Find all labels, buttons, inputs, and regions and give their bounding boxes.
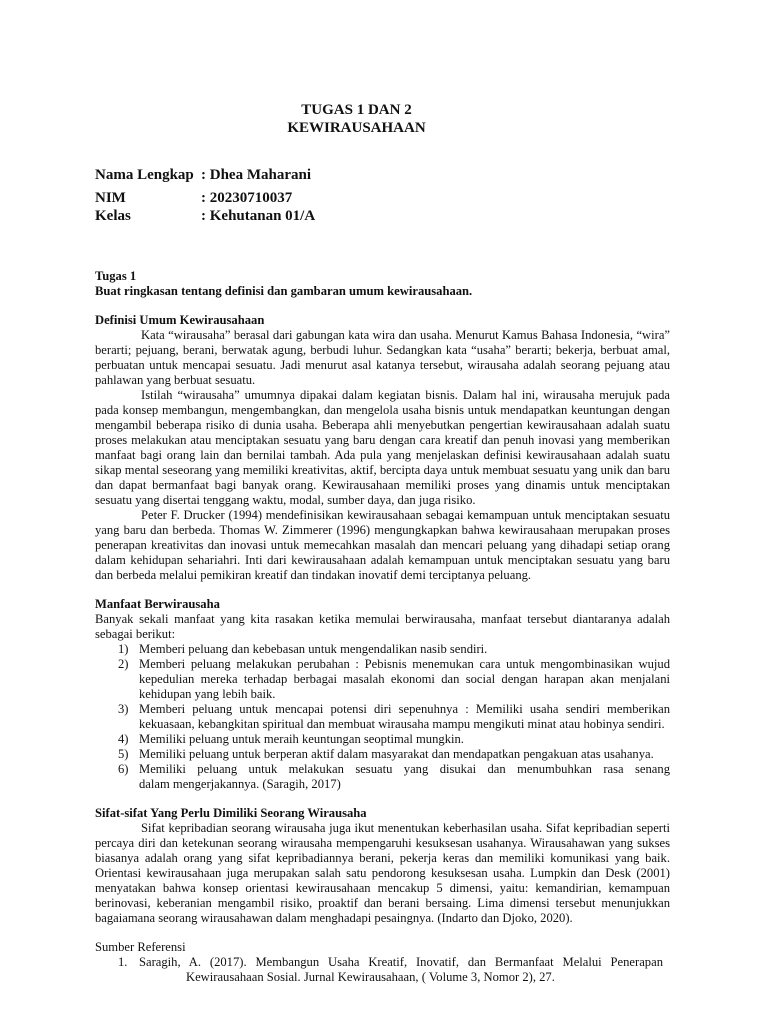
section-definisi <box>95 313 670 583</box>
text-line: berinovasi, keberanian mengambil risiko, proaktif dan berani bersaing. Lima dimensi tersebut menunjukkan <box>95 895 670 910</box>
text-line: kehidupan yang lebih baik. <box>139 686 276 701</box>
text-line: Banyak sekali manfaat yang kita rasakan ketika memulai berwirausaha, manfaat tersebut diantaranya adalah <box>95 611 670 626</box>
text-line: dan dapat bermanfaat bagi banyak orang. Kewirausahaan memiliki proses yang dinamis untuk menciptakan <box>95 477 670 492</box>
text-line: pada konsep membangun, mengembangkan, dan mengelola usaha bisnis untuk mendapatkan keuntungan dengan <box>95 402 670 417</box>
reference-item <box>95 955 670 985</box>
document-body <box>95 269 670 985</box>
text-line: Istilah “wirausaha” umumnya dipakai dalam kegiatan bisnis. Dalam hal ini, wirausaha merujuk pada <box>141 387 670 402</box>
text-line: menyatakan bahwa konsep orientasi kewirausahaan mencakup 5 dimensi, yaitu: kemandirian, kemampuan <box>95 880 670 895</box>
task-instruction: Buat ringkasan tentang definisi dan gambaran umum kewirausahaan. <box>95 283 473 298</box>
title-line-1: TUGAS 1 DAN 2 <box>301 102 412 118</box>
list-item <box>95 762 670 792</box>
text-line: Sifat kepribadian seorang wirausaha juga ikut menentukan keberhasilan usaha. Sifat kepribadian seperti <box>141 820 670 835</box>
item-text <box>139 955 663 985</box>
item-text <box>139 657 670 702</box>
text-line: Orientasi kewirausahaan juga merupakan salah satu pendorong kesuksesan usaha. Lumpkin dan Desk (2001) <box>95 865 670 880</box>
text-line: Memiliki peluang untuk melakukan sesuatu yang disukai dan menumbuhkan rasa senang <box>139 761 670 776</box>
text-line: dalam kehidupan sehariahri. Inti dari kewirausahaan adalah kemampuan untuk menciptakan sesuatu yang baru <box>95 552 670 567</box>
section-heading: Manfaat Berwirausaha <box>95 596 220 611</box>
list-item <box>95 747 670 762</box>
paragraph <box>95 388 670 508</box>
item-number: 6) <box>118 761 129 776</box>
text-line: kekuasaan, kebangkitan spiritual dan membuat wirausaha mampu mengikuti minat atau hobinya sendiri. <box>139 716 665 731</box>
text-line: biasanya adalah orang yang sifat kepribadiannya berani, pekerja keras dan memiliki komunikasi yang baik. <box>95 850 670 865</box>
item-number: 1) <box>118 641 129 656</box>
text-line: dalam mengerjakannya. (Saragih, 2017) <box>139 776 341 791</box>
identity-row-nim <box>95 189 315 207</box>
list-item <box>95 702 670 732</box>
text-line: bagaiamana seorang wirausahawan dalam menghadapi pesaingnya. (Indarto dan Djoko, 2020). <box>95 910 573 925</box>
item-number: 2) <box>118 656 129 671</box>
kelas-label: Kelas <box>95 208 131 224</box>
item-text <box>139 732 670 747</box>
document-title <box>95 101 618 137</box>
text-line: Memiliki peluang untuk meraih keuntungan seoptimal mungkin. <box>139 731 464 746</box>
name-value: : Dhea Maharani <box>201 167 311 183</box>
section-manfaat <box>95 597 670 792</box>
nim-label: NIM <box>95 190 126 206</box>
item-text <box>139 762 670 792</box>
item-number: 4) <box>118 731 129 746</box>
paragraph <box>95 821 670 926</box>
list-item <box>95 732 670 747</box>
section-heading: Sumber Referensi <box>95 939 186 954</box>
item-text <box>139 702 670 732</box>
item-number: 3) <box>118 701 129 716</box>
reference-list <box>95 955 670 985</box>
text-line: Peter F. Drucker (1994) mendefinisikan kewirausahaan sebagai kemampuan untuk menciptakan sesuatu <box>141 507 670 522</box>
text-line: Memberi peluang melakukan perubahan : Pebisnis menemukan cara untuk mengombinasikan wujud <box>139 656 670 671</box>
section-heading: Definisi Umum Kewirausahaan <box>95 312 265 327</box>
text-line: Memberi peluang untuk mencapai potensi diri sepenuhnya : Memiliki usaha sendiri memberikan <box>139 701 670 716</box>
item-text <box>139 642 670 657</box>
text-line: Memiliki peluang untuk berperan aktif dalam masyarakat dan mendapatkan pengakuan atas usahanya. <box>139 746 654 761</box>
text-line: Kata “wirausaha” berasal dari gabungan kata wira dan usaha. Menurut Kamus Bahasa Indonesia, “wira” <box>141 327 670 342</box>
text-line: percaya diri dan ketekunan seorang wirausaha mempengaruhi kesuksesan usahanya. Wirausahawan yang sukses <box>95 835 670 850</box>
paragraph <box>95 328 670 388</box>
text-line: yang baru dan berbeda. Thomas W. Zimmerer (1996) mengungkapkan bahwa kewirausahaan merupakan proses <box>95 522 670 537</box>
kelas-value: : Kehutanan 01/A <box>201 208 316 224</box>
text-line: sikap mental seseorang yang memiliki kreativitas, aktif, bercipta daya untuk membuat sesuatu yang unik dan baru <box>95 462 670 477</box>
text-line: perbuatan untuk mencapai sesuatu. Jadi menurut asal katanya tersebut, wirausaha adalah seorang pejuang atau <box>95 357 670 372</box>
text-line: kepedulian mereka terhadap berbagai masalah ekonomi dan social dengan harapan akan menjalani <box>139 671 670 686</box>
text-line: Saragih, A. (2017). Membangun Usaha Kreatif, Inovatif, dan Bermanfaat Melalui Penerapan <box>139 954 663 969</box>
identity-row-name <box>95 166 315 184</box>
section-body <box>95 328 670 583</box>
paragraph <box>95 508 670 583</box>
student-identity <box>95 166 315 225</box>
paragraph <box>95 612 670 642</box>
item-number: 1. <box>118 954 128 969</box>
task-label: Tugas 1 <box>95 268 137 283</box>
title-line-2: KEWIRAUSAHAAN <box>287 120 426 136</box>
section-intro <box>95 612 670 642</box>
section-body <box>95 821 670 926</box>
identity-row-kelas <box>95 207 315 225</box>
item-text <box>139 747 670 762</box>
section-heading: Sifat-sifat Yang Perlu Dimiliki Seorang Wirausaha <box>95 805 367 820</box>
text-line: pahlawan yang berbuat sesuatu. <box>95 372 256 387</box>
text-line: mengambil beberapa risiko di dunia usaha. Beberapa ahli menyebutkan pengertian kewirausahaan adalah suatu <box>95 417 670 432</box>
numbered-list <box>95 642 670 792</box>
section-referensi <box>95 940 670 985</box>
text-line: penerapan kreativitas dan inovasi untuk memecahkan masalah dan mencari peluang yang dihadapi setiap orang <box>95 537 670 552</box>
list-item <box>95 642 670 657</box>
text-line: proses melakukan atau menciptakan sesuatu yang baru dengan cara kreatif dan penuh inovasi yang memberikan <box>95 432 670 447</box>
text-line: berarti; pejuang, berani, berwatak agung, berbudi luhur. Sedangkan kata “usaha” berarti; bekerja, berbuat amal, <box>95 342 670 357</box>
text-line: sebagai berikut: <box>95 626 176 641</box>
section-sifat <box>95 806 670 926</box>
text-line: manfaat bagi orang lain dan bernilai tambah. Ada pula yang menjelaskan definisi kewirausahaan adalah suatu <box>95 447 670 462</box>
list-item <box>95 657 670 702</box>
nim-value: : 20230710037 <box>201 190 293 206</box>
item-number: 5) <box>118 746 129 761</box>
text-line: dan berbeda melalui pemikiran kreatif dan tindakan inovatif demi terciptanya peluang. <box>95 567 532 582</box>
text-line: sesuatu yang disertai tenggang waktu, modal, sumber daya, dan juga risiko. <box>95 492 476 507</box>
name-label: Nama Lengkap <box>95 167 194 183</box>
text-line: Memberi peluang dan kebebasan untuk mengendalikan nasib sendiri. <box>139 641 488 656</box>
text-line: Kewirausahaan Sosial. Jurnal Kewirausahaan, ( Volume 3, Nomor 2), 27. <box>186 969 555 984</box>
